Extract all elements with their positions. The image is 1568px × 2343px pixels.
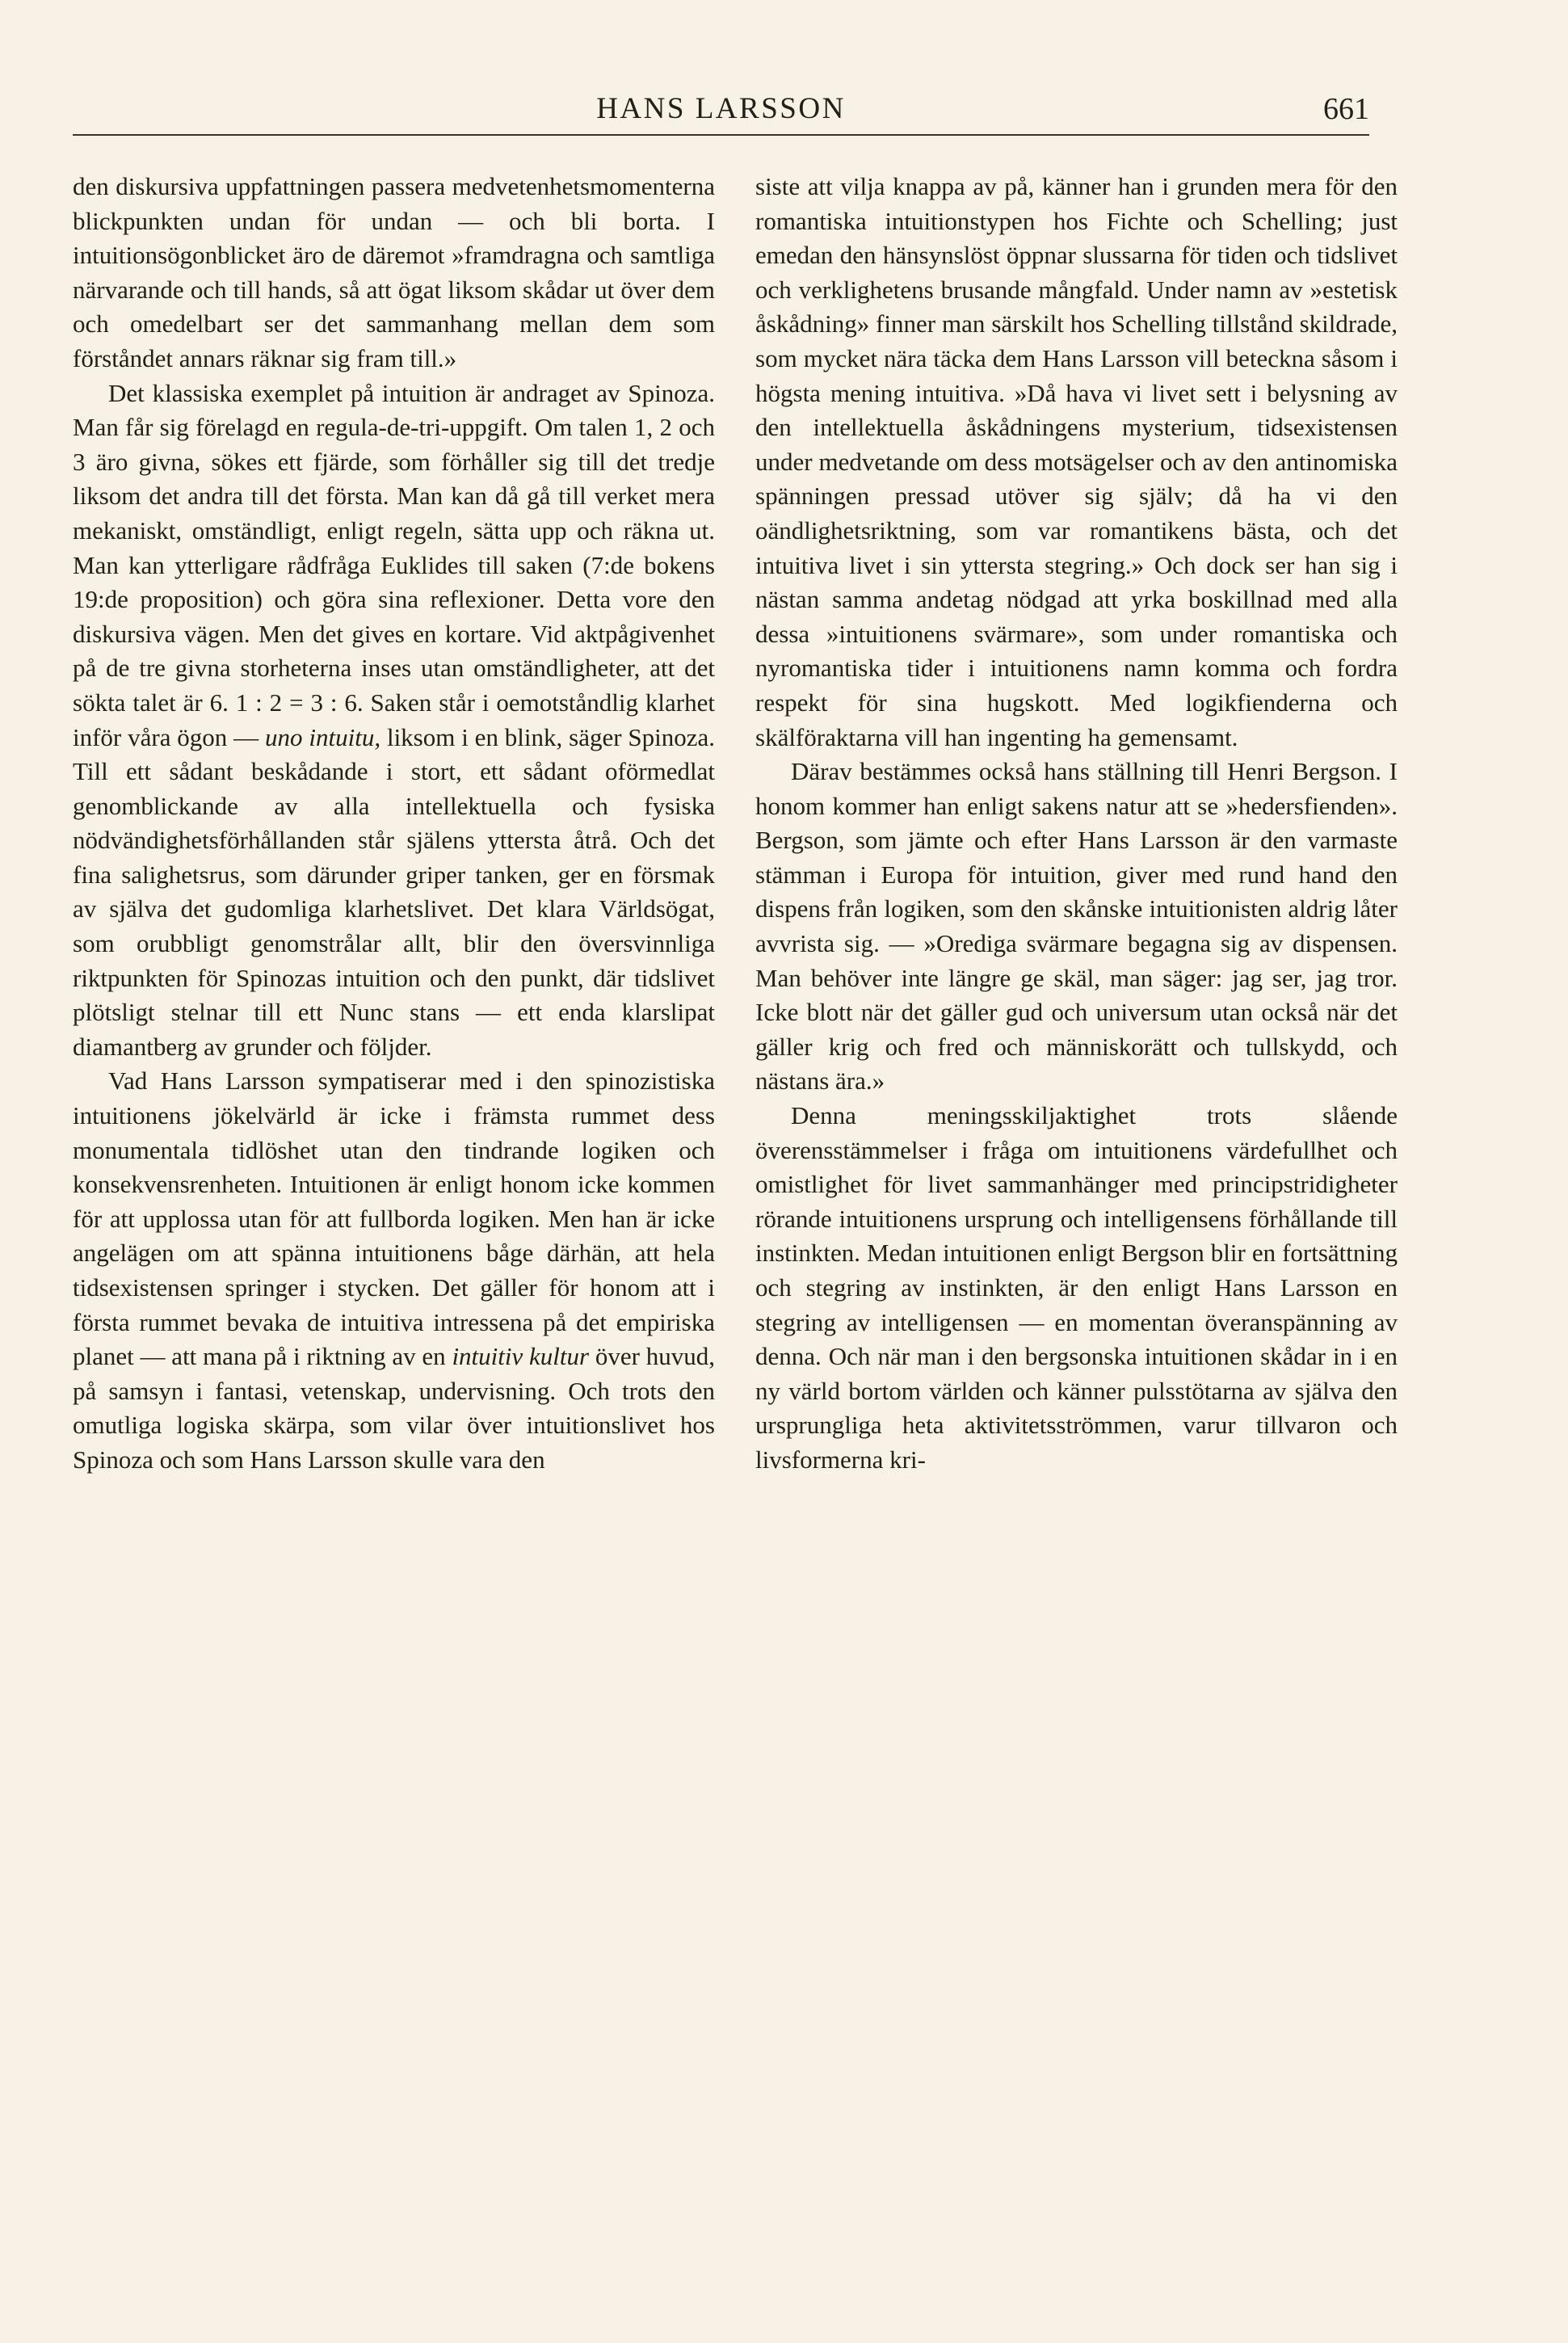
right-column — [755, 170, 1398, 1478]
page-number: 661 — [1323, 92, 1369, 126]
paragraph — [73, 1064, 715, 1477]
running-title: HANS LARSSON — [596, 92, 846, 125]
paragraph — [73, 170, 715, 376]
paragraph-text: Därav bestämmes också hans ställning till Henri Bergson. I honom kommer han enligt sakens natur att se »hedersfienden». Bergson, som jämte och efter Hans Larsson är den varmaste stämman i Europa för intuition, giver med rund hand den dispens från logiken, som den skånske intuitionisten aldrig låter avvrista sig. — »Oredigа svärmare begagna sig av dispensen. Man behöver inte längre ge skäl, man säger: jag ser, jag tror. Icke blott när det gäller gud och universum utan också när det gäller krig och fred och människorätt och tullskydd, och nästans ära.» — [755, 757, 1398, 1096]
header-rule — [73, 134, 1369, 136]
paragraph-text: Vad Hans Larsson sympatiserar med i den spinozistiska intuitionens jökelvärld är icke i främsta rummet dess monumentala tidlöshet utan den tindrande logiken och konsekvensrenheten. Intuitionen är enligt honom icke kommen för att upplossa utan för att fullborda logiken. Men han är icke angelägen om att spänna intuitionens båge därhän, att hela tidsexistensen springer i stycken. Det gäller för honom att i första rummet bevaka de intuitiva intressena på det empiriska planet — att mana på i riktning av en — [73, 1066, 715, 1371]
paragraph — [755, 170, 1398, 755]
paragraph-text: siste att vilja knappa av på, känner han i grunden mera för den romantiska intuitionstypen hos Fichte och Schelling; just emedan den hänsynslöst öppnar slussarna för tiden och tidslivet och verklighetens brusande mångfald. Under namn av »estetisk åskådning» finner man särskilt hos Schelling tillstånd skildrade, som mycket nära täcka dem Hans Larsson vill beteckna såsom i högsta mening intuitiva. »Då hava vi livet sett i belysning av den intellektuella åskådningens mysterium, tidsexistensen under medvetande om dess motsägelser och av den antinomiska spänningen pressad utöver sig själv; då ha vi den oändlighetsriktning, som var romantikens bästa, och det intuitiva livet i sin yttersta stegring.» Och dock ser han sig i nästan samma andetag nödgad att yrka boskillnad med alla dessa »intuitionens svärmare», som under romantiska och nyromantiska tider i intuitionens namn komma och fordra respekt för sina hugskott. Med logikfienderna och skälföraktarna vill han ingenting ha gemensamt. — [755, 172, 1398, 751]
paragraph-text: Denna meningsskiljaktighet trots slående överensstämmelser i fråga om intuitionens värdefullhet och omistlighet för livet sammanhänger med principstridigheter rörande intuitionens ursprung och intelligensens förhållande till instinkten. Medan intuitionen enligt Bergson blir en fortsättning och stegring av instinkten, är den enligt Hans Larsson en stegring av intelligensen — en momentan överanspänning av denna. Och när man i den bergsonska intuitionen skådar in i en ny värld bortom världen och känner pulsstötarna av själva den ursprungliga heta aktivitetsströmmen, varur tillvaron och livsformerna kri- — [755, 1101, 1398, 1474]
paragraph-text: liksom i en blink, säger Spinoza. Till ett sådant beskådande i stort, ett sådant oförmedlat genomblickande av alla intellektuella och fysiska nödvändighetsförhållanden står själens yttersta åtrå. Och det fina salighetsrus, som därunder griper tanken, ger en försmak av själva det gudomliga klarhetslivet. Det klara Världsögat, som orubbligt genomstrålar allt, blir den översvinnliga riktpunkten för Spinozas intuition och den punkt, där tidslivet plötsligt stelnar till ett Nunc stans — ett enda klarslipat diamantberg av grunder och följder. — [73, 722, 716, 1061]
page-header — [73, 81, 1369, 137]
paragraph-text: Det klassiska exemplet på intuition är andraget av Spinoza. Man får sig förelagd en regula-de-tri-uppgift. Om talen 1, 2 och 3 äro givna, sökes ett fjärde, som förhåller sig till det tredje liksom det andra till det första. Man kan då gå till verket mera mekaniskt, omständligt, enligt regeln, sätta upp och räkna ut. Man kan ytterligare rådfråga Euklides till saken (7:de bokens 19:de proposition) och göra sina reflexioner. Detta vore den diskursiva vägen. Men det gives en kortare. Vid aktpågivenhet på de tre givna storheterna inses utan omständligheter, att det sökta talet är 6. 1 : 2 = 3 : 6. Saken står i oemotståndlig klarhet inför våra ögon — — [73, 378, 715, 751]
italic-phrase: intuitiv kultur — [452, 1342, 590, 1371]
paragraph — [755, 755, 1398, 1099]
paragraph — [755, 1099, 1398, 1478]
left-column — [73, 170, 715, 1478]
paragraph — [73, 376, 715, 1065]
paragraph-text: den diskursiva uppfattningen passera medvetenhetsmomenterna blickpunkten undan för undan — och bli borta. I intuitionsögonblicket äro de däremot »framdragna och samtliga närvarande och till hands, så att ögat liksom skådar ut över dem och omedelbart ser det sammanhang mellan dem som förståndet annars räknar sig fram till.» — [73, 172, 715, 372]
italic-phrase: uno intuitu, — [265, 722, 381, 751]
paragraph-text: över huvud, på samsyn i fantasi, vetenskap, undervisning. Och trots den omutliga logiska skärpa, som vilar över intuitionslivet hos Spinoza och som Hans Larsson skulle vara den — [73, 1342, 715, 1474]
